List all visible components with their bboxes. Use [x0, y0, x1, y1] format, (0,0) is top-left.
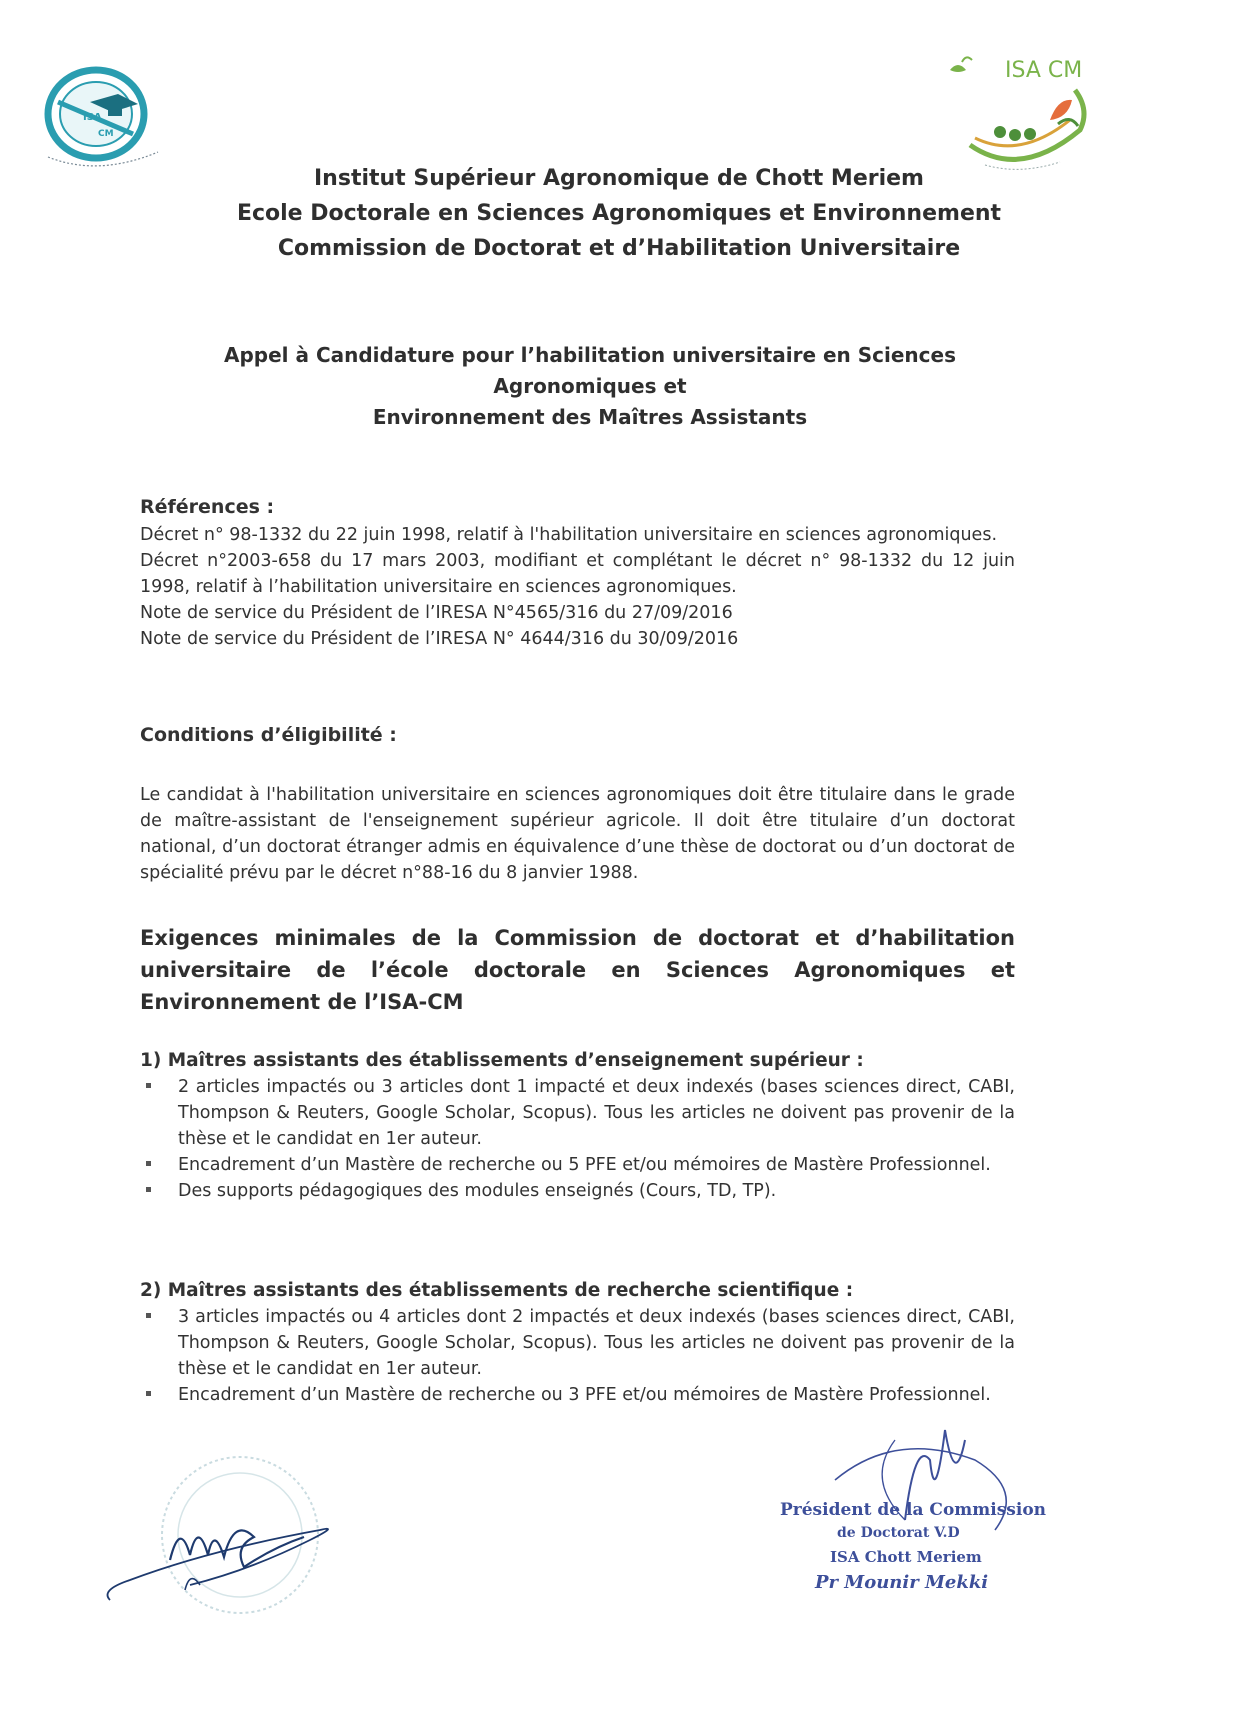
list-item: 3 articles impactés ou 4 articles dont 2 impactés et deux indexés (bases sciences direct, CABI, Thompson & Reuters, Google Scholar, Scopus). Tous les articles ne doivent pas provenir de la thèse et le candidat en 1er auteur. — [140, 1304, 1015, 1382]
stamp-line4: Pr Mounir Mekki — [815, 1572, 989, 1593]
institution-name: Institut Supérieur Agronomique de Chott Meriem — [314, 166, 924, 191]
commission-name: Commission de Doctorat et d’Habilitation Universitaire — [277, 236, 961, 261]
doctoral-school-name: Ecole Doctorale en Sciences Agronomiques et Environnement — [236, 201, 1002, 226]
section2-list — [140, 1304, 1015, 1408]
svg-text:ISA: ISA — [83, 112, 102, 123]
section2-title: 2) Maîtres assistants des établissements de recherche scientifique : — [140, 1280, 854, 1301]
call-title — [140, 340, 1040, 433]
conditions-text: Le candidat à l'habilitation universitaire en sciences agronomiques doit être titulaire dans le grade de maître-assistant de l'enseignement supérieur agricole. Il doit être titulaire d’un doctorat national, d’un doctorat étranger admis en équivalence d’une thèse de doctorat ou d’un doctorat de spécialité prévu par le décret n°88-16 du 8 janvier 1988. — [140, 785, 1015, 883]
section-research — [140, 1278, 1015, 1408]
handwritten-signature-icon — [90, 1440, 390, 1620]
references-section — [140, 494, 1015, 652]
conditions-title: Conditions d’éligibilité : — [140, 724, 397, 746]
reference-item: Décret n°2003-658 du 17 mars 2003, modifiant et complétant le décret n° 98-1332 du 12 juin 1998, relatif à l’habilitation universitaire en sciences agronomiques. — [140, 551, 1015, 597]
reference-item: Note de service du Président de l’IRESA N° 4644/316 du 30/09/2016 — [140, 629, 739, 649]
isa-cm-round-logo-icon — [38, 62, 163, 177]
official-stamp — [775, 1420, 1050, 1630]
references-title: Références : — [140, 496, 275, 518]
stamp-line3: ISA Chott Meriem — [830, 1548, 982, 1566]
reference-item: Note de service du Président de l’IRESA N°4565/316 du 27/09/2016 — [140, 603, 733, 623]
section-higher-education — [140, 1048, 1015, 1204]
svg-text:CM: CM — [98, 129, 114, 139]
list-item: Encadrement d’un Mastère de recherche ou 5 PFE et/ou mémoires de Mastère Professionnel. — [140, 1152, 1015, 1178]
section1-list — [140, 1074, 1015, 1204]
requirements-title: Exigences minimales de la Commission de doctorat et d’habilitation universitaire de l’école doctorale en Sciences Agronomiques et Environnement de l’ISA-CM — [140, 926, 1015, 1014]
call-title-line2: Environnement des Maîtres Assistants — [372, 405, 808, 429]
call-title-line1: Appel à Candidature pour l’habilitation universitaire en Sciences Agronomiques et — [223, 343, 956, 398]
section1-title: 1) Maîtres assistants des établissements d’enseignement supérieur : — [140, 1050, 864, 1071]
list-item: Encadrement d’un Mastère de recherche ou 3 PFE et/ou mémoires de Mastère Professionnel. — [140, 1382, 1015, 1408]
reference-item: Décret n° 98-1332 du 22 juin 1998, relatif à l'habilitation universitaire en sciences agronomiques. — [140, 525, 998, 545]
logo-right-text: ISA CM — [1005, 58, 1083, 83]
list-item: Des supports pédagogiques des modules enseignés (Cours, TD, TP). — [140, 1178, 1015, 1204]
stamp-line1: Président de la Commission — [780, 1500, 1047, 1520]
stamp-line2: de Doctorat V.D — [837, 1525, 960, 1541]
list-item: 2 articles impactés ou 3 articles dont 1 impacté et deux indexés (bases sciences direct, CABI, Thompson & Reuters, Google Scholar, Scopus). Tous les articles ne doivent pas provenir de la thèse et le candidat en 1er auteur. — [140, 1074, 1015, 1152]
